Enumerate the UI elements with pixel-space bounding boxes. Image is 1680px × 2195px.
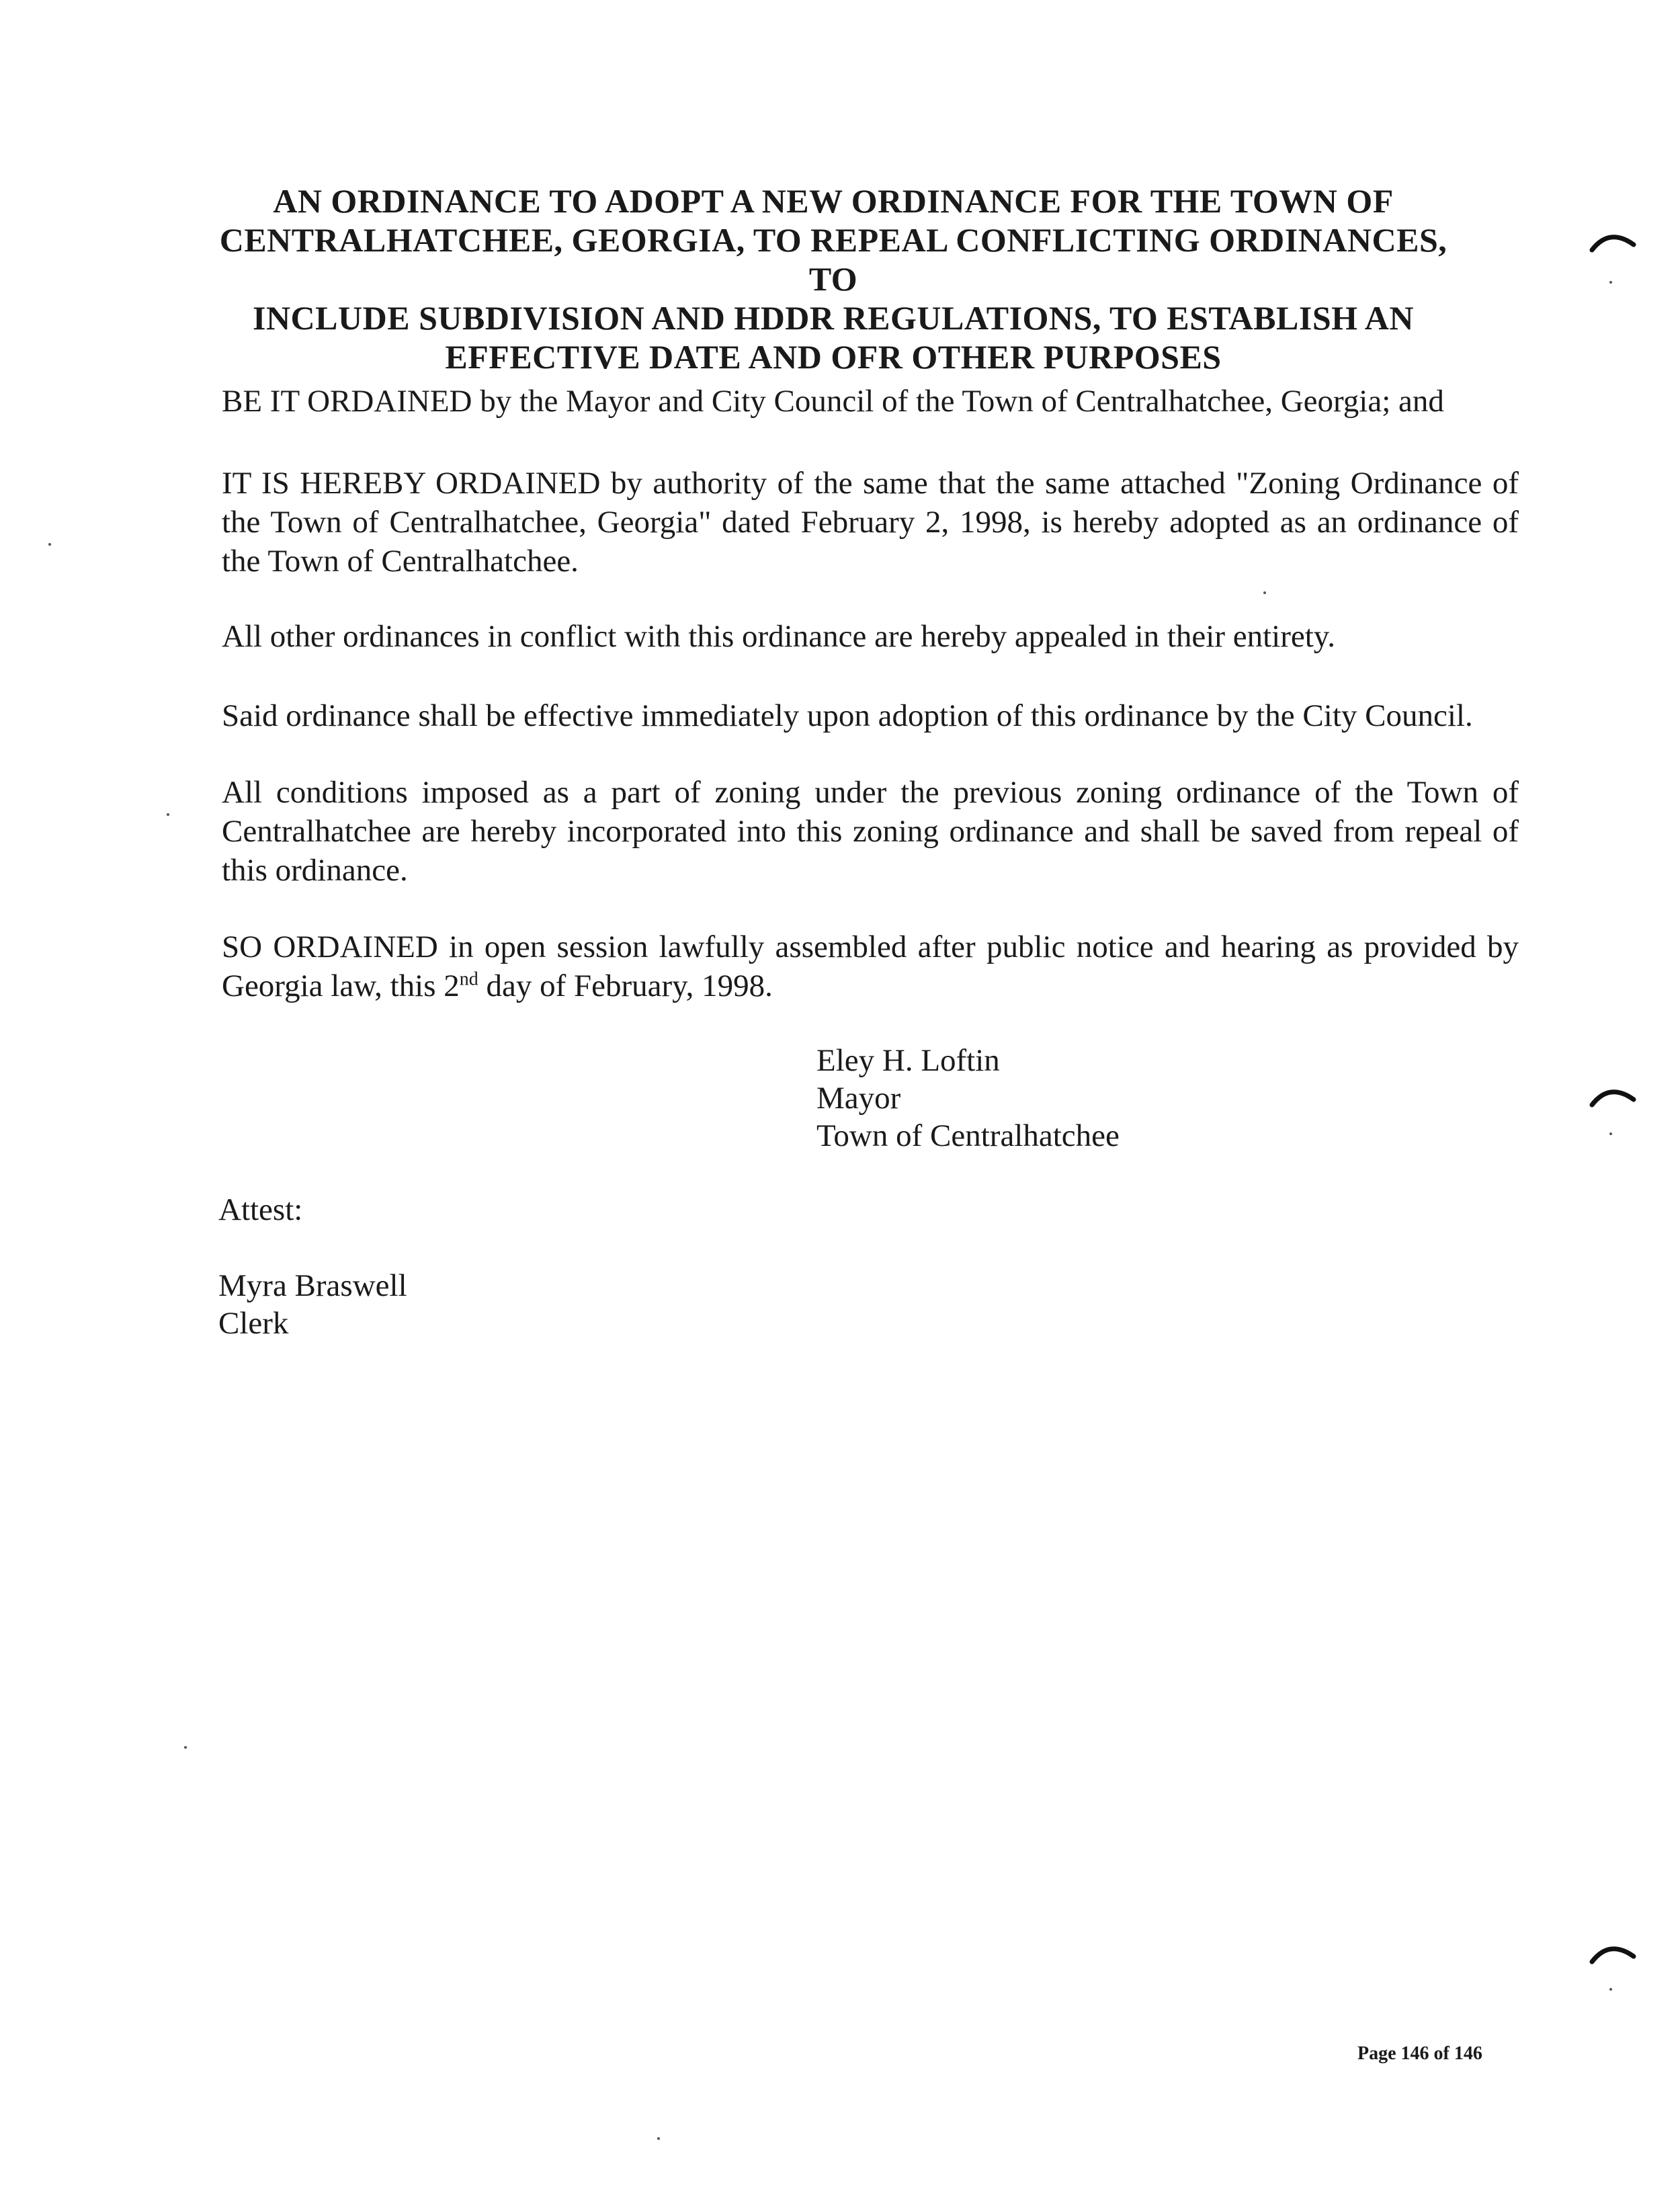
title-line: EFFECTIVE DATE AND OFR OTHER PURPOSES: [445, 338, 1222, 376]
attest-label: Attest:: [218, 1192, 303, 1227]
scan-speck: [1609, 1988, 1612, 1991]
paragraph-so-ordained: [222, 927, 1519, 1005]
ordinal-suffix: nd: [459, 968, 478, 990]
so-ordained-date: day of February, 1998.: [478, 968, 773, 1003]
scan-speck: [1609, 281, 1612, 284]
punch-hole-mark-icon: [1589, 1082, 1636, 1109]
page-number: Page 146 of 146: [1357, 2043, 1482, 2064]
mayor-role: Mayor: [816, 1081, 901, 1116]
scan-speck: [657, 2137, 660, 2140]
paragraph-conditions: All conditions imposed as a part of zoning under the previous zoning ordinance of the Town of Centralhatchee are hereby incorporated into this zoning ordinance and shall be saved from repeal of this ordinance.: [222, 775, 1519, 888]
punch-hole-mark-icon: [1589, 1939, 1636, 1966]
mayor-signature-block: [816, 1042, 1120, 1155]
scan-speck: [1609, 1132, 1612, 1135]
so-ordained-text: SO ORDAINED in open session lawfully assembled after public notice and hearing as provided by Georgia law, this 2: [222, 929, 1519, 1003]
paragraph-effective-date: Said ordinance shall be effective immediately upon adoption of this ordinance by the City Council.: [222, 698, 1473, 733]
punch-hole-mark-icon: [1589, 227, 1636, 254]
clerk-signature-block: [218, 1267, 407, 1342]
scan-speck: [184, 1746, 187, 1749]
mayor-organization: Town of Centralhatchee: [816, 1118, 1120, 1153]
title-line: AN ORDINANCE TO ADOPT A NEW ORDINANCE FOR THE TOWN OF: [273, 182, 1394, 220]
ordinance-title: [202, 181, 1465, 376]
title-line: INCLUDE SUBDIVISION AND HDDR REGULATIONS, TO ESTABLISH AN: [252, 299, 1414, 337]
paragraph-conflicting-ordinances: All other ordinances in conflict with this ordinance are hereby appealed in their entirety.: [222, 619, 1336, 654]
scan-speck: [48, 543, 51, 546]
scan-speck: [167, 813, 169, 816]
scan-speck: [1263, 591, 1266, 594]
mayor-name: Eley H. Loftin: [816, 1043, 1000, 1078]
clerk-name: Myra Braswell: [218, 1268, 407, 1303]
title-line: CENTRALHATCHEE, GEORGIA, TO REPEAL CONFLICTING ORDINANCES, TO: [219, 221, 1447, 298]
paragraph-be-it-ordained: BE IT ORDAINED by the Mayor and City Council of the Town of Centralhatchee, Georgia; and: [222, 384, 1444, 419]
clerk-role: Clerk: [218, 1306, 289, 1341]
paragraph-hereby-ordained: IT IS HEREBY ORDAINED by authority of the same that the same attached "Zoning Ordinance of the Town of Centralhatchee, Georgia" dated February 2, 1998, is hereby adopted as an ordinance of the Town of Centralhatchee.: [222, 466, 1519, 579]
